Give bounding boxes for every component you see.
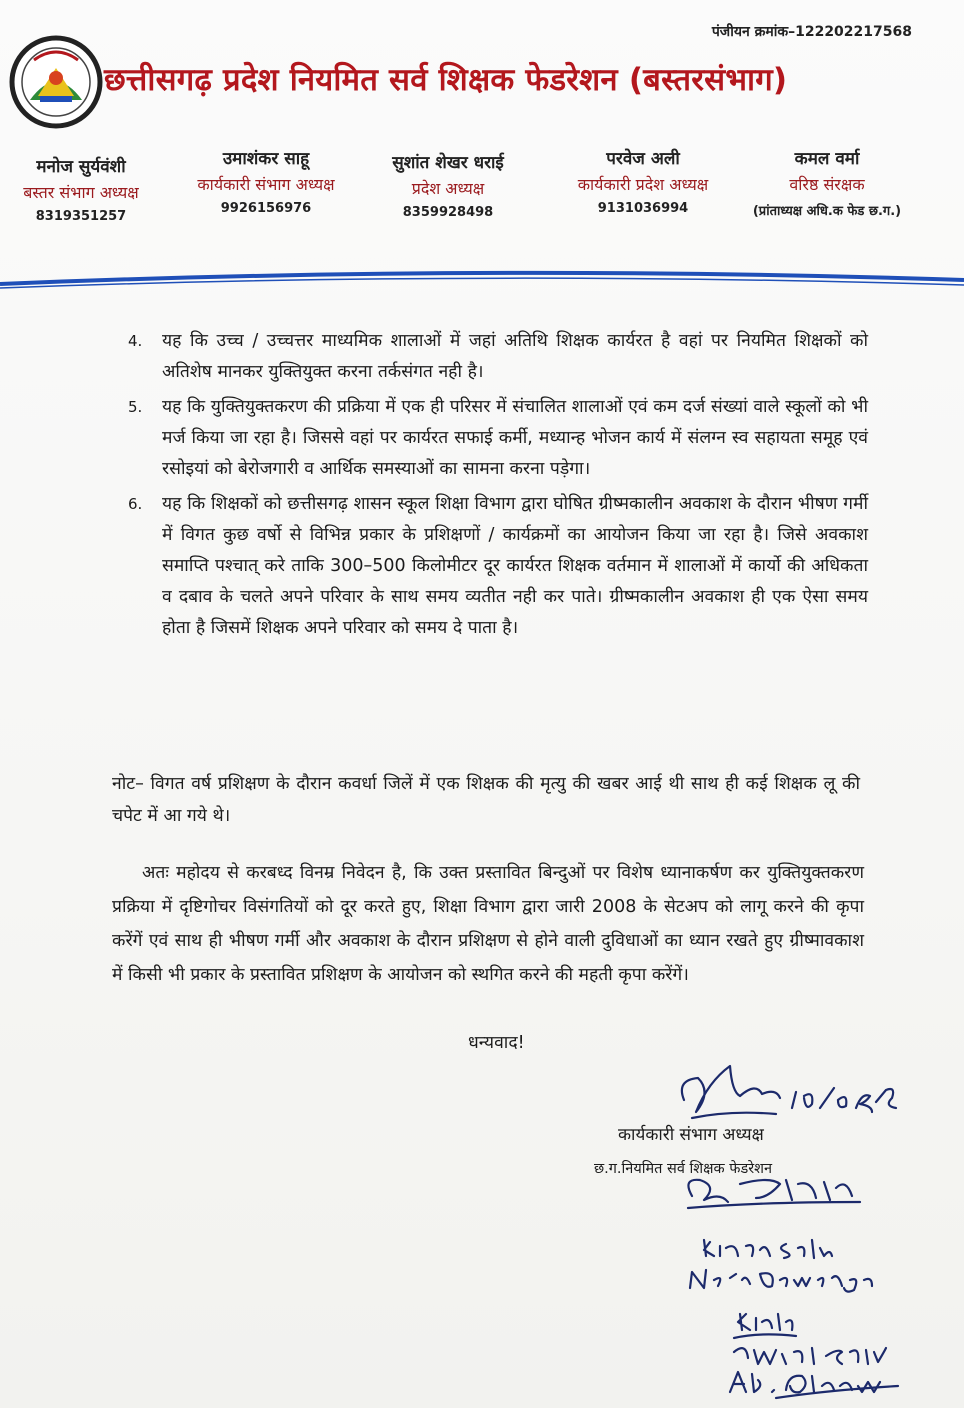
federation-logo (8, 34, 104, 130)
registration-number: पंजीयन क्रमांक–122202217568 (711, 24, 912, 40)
officer-name: सुशांत शेखर धराई (392, 153, 504, 173)
officer-phone: 9926156976 (220, 201, 312, 216)
signatory-designation: कार्यकारी संभाग अध्यक्ष (618, 1125, 764, 1145)
point-number: 6. (128, 495, 143, 513)
point-list (128, 326, 868, 648)
point-text: यह कि उच्च / उच्चत्तर माध्यमिक शालाओं में जहां अतिथि शिक्षक कार्यरत है वहां पर नियमित शिक्षकों को अतिशेष मानकर युक्तियुक्त करना तर्कसंगत नही है। (162, 331, 868, 382)
signatory-organization: छ.ग.नियमित सर्व शिक्षक फेडरेशन (594, 1161, 773, 1177)
officer-5 (718, 146, 936, 219)
officer-name: मनोज सुर्यवंशी (36, 157, 126, 177)
handwritten-signatures (580, 1052, 910, 1402)
officer-4 (548, 146, 738, 216)
officer-role: वरिष्ठ संरक्षक (789, 175, 865, 194)
header-divider (0, 262, 964, 292)
officer-role: कार्यकारी प्रदेश अध्यक्ष (577, 175, 709, 194)
officer-phone: 9131036994 (597, 201, 689, 216)
organization-title: छत्तीसगढ़ प्रदेश नियमित सर्व शिक्षक फेडरेशन (बस्तरसंभाग) (104, 62, 788, 98)
point-number: 4. (128, 332, 143, 350)
officer-name: कमल वर्मा (794, 149, 860, 169)
officer-role: प्रदेश अध्यक्ष (411, 179, 485, 198)
officer-name: परवेज अली (606, 149, 680, 169)
officer-phone: (प्रांताध्यक्ष अधि.क फेड छ.ग.) (752, 204, 902, 219)
officer-list (0, 146, 964, 246)
point-text: यह कि शिक्षकों को छत्तीसगढ़ शासन स्कूल शिक्षा विभाग द्वारा घोषित ग्रीष्मकालीन अवकाश के दौरान भीषण गर्मी में विगत कुछ वर्षो से विभिन्न प्रकार के प्रशिक्षणों / कार्यक्रमों का आयोजन किया जा रहा है। जिसे अवकाश समाप्ति पश्चात् करे ताकि 300–500 किलोमीटर दूर कार्यरत शिक्षक वर्तमान में शालाओं में कार्यो की अधिकता व दबाव के चलते अपने परिवार के साथ समय व्यतीत नही कर पाते। ग्रीष्मकालीन अवकाश ही एक ऐसा समय होता है जिसमें शिक्षक अपने परिवार को समय दे पाता है। (162, 494, 868, 638)
thanks-text: धन्यवाद! (468, 1033, 525, 1053)
point-number: 5. (128, 398, 143, 416)
list-item (128, 489, 868, 644)
list-item (128, 326, 868, 388)
officer-phone: 8319351257 (35, 209, 127, 224)
officer-phone: 8359928498 (402, 205, 494, 220)
officer-name: उमाशंकर साहू (222, 149, 310, 169)
point-text: यह कि युक्तियुक्तकरण की प्रक्रिया में एक ही परिसर में संचालित शालाओं एवं कम दर्ज संख्यां वाले स्कूलों को भी मर्ज किया जा रहा है। जिससे वहां पर कार्यरत सफाई कर्मी, मध्यान्ह भोजन कार्य में संलग्न स्व सहायता समूह एवं रसोइयां को बेरोजगारी व आर्थिक समस्याओं का सामना करना पड़ेगा। (162, 397, 868, 479)
list-item (128, 392, 868, 485)
officer-role: कार्यकारी संभाग अध्यक्ष (197, 175, 335, 194)
officer-role: बस्तर संभाग अध्यक्ष (23, 183, 139, 202)
request-paragraph: अतः महोदय से करबध्द विनम्र निवेदन है, कि उक्त प्रस्तावित बिन्दुओं पर विशेष ध्यानाकर्षण कर युक्तियुक्तकरण प्रक्रिया में दृष्टिगोचर विसंगतियों को दूर करते हुए, शिक्षा विभाग द्वारा जारी 2008 के सेटअप को लागू करने की कृपा करेंगें एवं साथ ही भीषण गर्मी और अवकाश के दौरान प्रशिक्षण से होने वाली दुविधाओं का ध्यान रखते हुए ग्रीष्मावकाश में किसी भी प्रकार के प्रस्तावित प्रशिक्षण के आयोजन को स्थगित करने की महती कृपा करेंगें। (112, 863, 864, 985)
note-paragraph: नोट– विगत वर्ष प्रशिक्षण के दौरान कवर्धा जिलें में एक शिक्षक की मृत्यु की खबर आई थी साथ ही कई शिक्षक लू की चपेट में आ गये थे। (112, 774, 860, 826)
officer-3 (368, 150, 528, 220)
officer-1 (6, 154, 156, 224)
officer-2 (166, 146, 366, 216)
